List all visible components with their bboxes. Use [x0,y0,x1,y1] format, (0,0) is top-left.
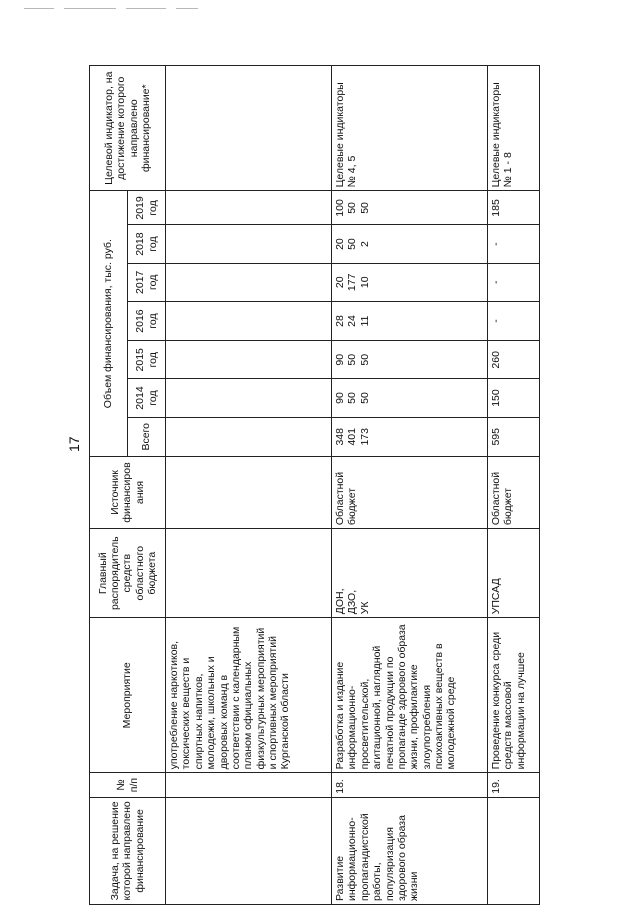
financing-table [89,65,540,905]
financing-table-container [89,65,609,905]
scan-noise [176,8,198,9]
value: 348 [334,428,346,446]
cell-num [166,773,332,797]
header-indicator: Целевой индикатор, на достижение которого направлено финансирование* [90,66,166,191]
page-number: 17 [66,436,82,452]
cell-year [332,301,488,340]
value: 28 [334,315,346,327]
table-row [488,66,540,905]
header-num: № п/п [90,773,166,797]
cell-source: Областной бюджет [488,456,540,528]
cell-measure: Разработка и издание информационно-просветительской, агитационной, наглядной печатной продукции по пропаганде здорового образа жизни, профилактике злоупотребления психоактивных веществ в молодежной среде [332,618,488,773]
cell-year [166,341,332,379]
value: 50 [358,353,371,366]
scan-noise [64,8,116,9]
cell-year: - [488,225,540,263]
cell-total: 595 [488,417,540,456]
cell-measure: употребление наркотиков, токсических веществ и спиртных напитков, молодежи, школьных и дворовых команд в соответствии с календарным планом официальных физкультурных мероприятий и спортивных мероприятий Курганской области [166,618,332,773]
cell-year [332,191,488,225]
cell-year [332,225,488,263]
value: 50 [358,392,371,404]
value: 10 [358,276,371,289]
header-year: 2017 год [128,263,166,301]
cell-year [166,301,332,340]
value: 50 [358,202,371,214]
cell-year [166,379,332,417]
cell-manager: УПСАД [488,529,540,618]
table-row [332,66,488,905]
manager-line: ДЗО, [346,589,359,615]
cell-year [166,225,332,263]
cell-year: - [488,301,540,340]
header-volume: Объем финансирования, тыс. руб. [90,191,128,457]
cell-task: Развитие информационно-пропагандистской работы, популяризация здорового образа жизни [332,797,488,904]
cell-manager [332,529,488,618]
cell-task [488,797,540,904]
value: 2 [358,241,371,247]
scan-noise [126,8,166,9]
cell-indicator: Целевые индикаторы № 4, 5 [332,66,488,191]
cell-total [332,417,488,456]
header-year: 2018 год [128,225,166,263]
value: 177 [346,273,359,292]
value: 401 [346,428,359,446]
cell-source [166,456,332,528]
value: 100 [334,199,346,217]
value: 50 [346,392,359,404]
header-manager: Главный распорядитель средств областного бюджета [90,529,166,618]
scan-noise [24,8,54,9]
cell-manager [166,529,332,618]
cell-num: 19. [488,773,540,797]
value: 90 [334,392,346,404]
manager-line: ДОН, [334,588,346,615]
cell-num: 18. [332,773,488,797]
value: 50 [346,238,359,250]
header-measure: Мероприятие [90,618,166,773]
header-year: 2019 год [128,191,166,225]
header-year: 2016 год [128,301,166,340]
header-task: Задача, на решение которой направлено финансирование [90,797,166,904]
header-source: Источник финансирования [90,456,166,528]
value: 90 [334,353,346,366]
cell-year [166,191,332,225]
cell-year: 150 [488,379,540,417]
manager-line: УК [358,601,371,615]
cell-year: 260 [488,341,540,379]
header-total: Всего [128,417,166,456]
value: 24 [346,315,359,327]
cell-year: - [488,263,540,301]
value: 20 [334,276,346,289]
cell-indicator [166,66,332,191]
cell-task [166,797,332,904]
value: 50 [346,353,359,366]
cell-year [332,341,488,379]
header-year: 2015 год [128,341,166,379]
cell-source: Областной бюджет [332,456,488,528]
value: 50 [346,202,359,214]
value: 20 [334,238,346,250]
cell-total [166,417,332,456]
cell-year: 185 [488,191,540,225]
cell-year [332,263,488,301]
cell-year [332,379,488,417]
table-row [166,66,332,905]
cell-measure: Проведение конкурса среди средств массовой информации на лучшее [488,618,540,773]
header-year: 2014 год [128,379,166,417]
cell-indicator: Целевые индикаторы № 1 - 8 [488,66,540,191]
value: 173 [358,428,371,446]
cell-year [166,263,332,301]
value: 11 [358,315,371,327]
